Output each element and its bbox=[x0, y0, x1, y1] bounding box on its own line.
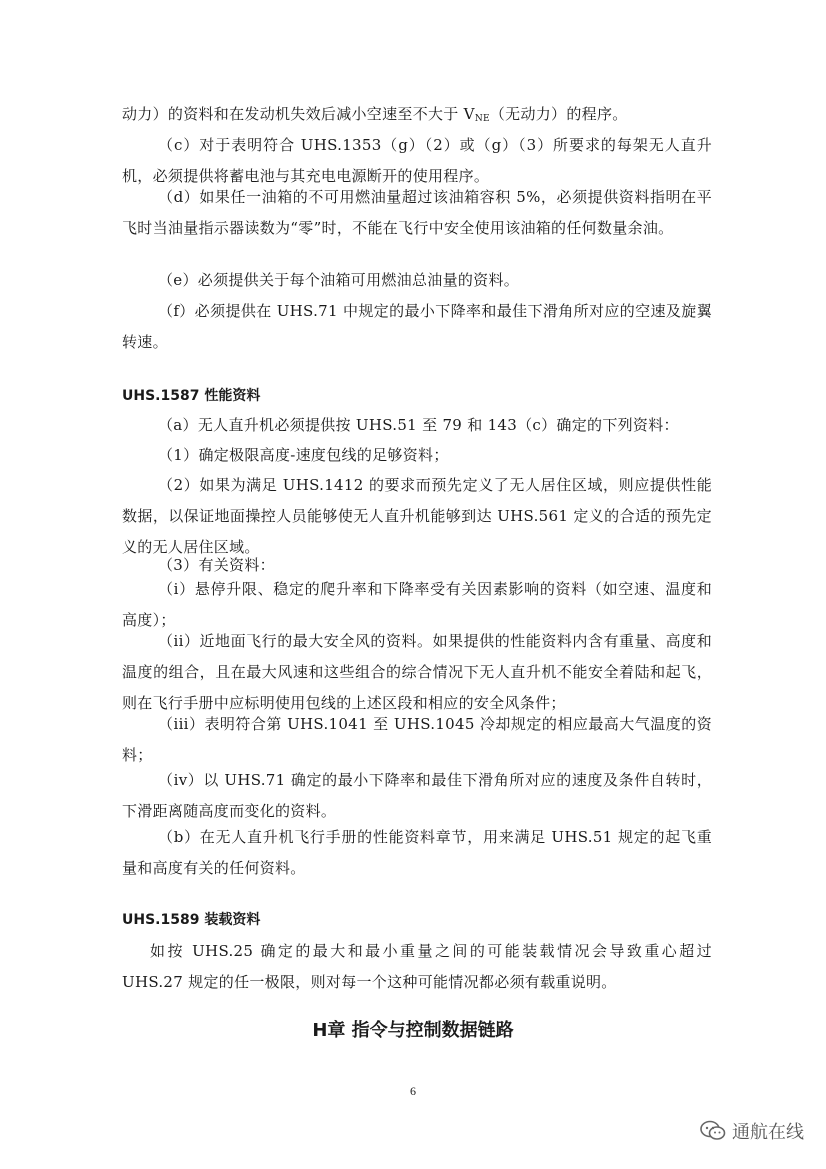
paragraph-1587-2: （2）如果为满足 UHS.1412 的要求而预先定义了无人居住区域，则应提供性能数据，以保证地面操控人员能够使无人直升机能够到达 UHS.561 定义的合适的预先定义的无人居住区域。 bbox=[122, 476, 712, 556]
paragraph-f: （f）必须提供在 UHS.71 中规定的最小下降率和最佳下滑角所对应的空速及旋翼转速。 bbox=[122, 302, 712, 351]
paragraph-1587-ii: （ii）近地面飞行的最大安全风的资料。如果提供的性能资料内含有重量、高度和温度的组合，且在最大风速和这些组合的综合情况下无人直升机不能安全着陆和起飞，则在飞行手册中应标明使用包线的上述区段和相应的安全风条件； bbox=[122, 632, 712, 712]
paragraph-1587-1: （1）确定极限高度-速度包线的足够资料； bbox=[158, 446, 449, 464]
paragraph-c: （c）对于表明符合 UHS.1353（g）（2）或（g）（3）所要求的每架无人直升机，必须提供将蓄电池与其充电电源断开的使用程序。 bbox=[122, 136, 712, 185]
paragraph-1587-a: （a）无人直升机必须提供按 UHS.51 至 79 和 143（c）确定的下列资料： bbox=[158, 416, 679, 434]
paragraph-1587-3: （3）有关资料： bbox=[158, 556, 275, 574]
paragraph-d: （d）如果任一油箱的不可用燃油量超过该油箱容积 5%，必须提供资料指明在平飞时当油量指示器读数为“零”时，不能在飞行中安全使用该油箱的任何数量余油。 bbox=[122, 188, 712, 237]
paragraph-1587-b: （b）在无人直升机飞行手册的性能资料章节，用来满足 UHS.51 规定的起飞重量和高度有关的任何资料。 bbox=[122, 828, 712, 877]
wechat-icon bbox=[700, 1120, 726, 1142]
chapter-title: H章 指令与控制数据链路 bbox=[312, 1020, 514, 1041]
page-number: 6 bbox=[410, 1084, 416, 1098]
paragraph-intro-0: 动力）的资料和在发动机失效后减小空速至不大于 $V_{NE}$（无动力）的程序。 bbox=[122, 105, 628, 124]
paragraph-e: （e）必须提供关于每个油箱可用燃油总油量的资料。 bbox=[158, 271, 520, 289]
watermark-text: 通航在线 bbox=[732, 1122, 804, 1143]
watermark bbox=[700, 1118, 804, 1144]
paragraph-1587-iv: （iv）以 UHS.71 确定的最小下降率和最佳下滑角所对应的速度及条件自转时，下滑距离随高度而变化的资料。 bbox=[122, 771, 712, 820]
section-heading-1587: UHS.1587 性能资料 bbox=[122, 388, 261, 404]
paragraph-1589: 如按 UHS.25 确定的最大和最小重量之间的可能装载情况会导致重心超过 UHS.27 规定的任一极限，则对每一个这种可能情况都必须有载重说明。 bbox=[122, 942, 712, 991]
paragraph-1587-i: （i）悬停升限、稳定的爬升率和下降率受有关因素影响的资料（如空速、温度和高度）； bbox=[122, 580, 712, 629]
paragraph-1587-iii: （iii）表明符合第 UHS.1041 至 UHS.1045 冷却规定的相应最高大气温度的资料； bbox=[122, 715, 712, 764]
section-heading-1589: UHS.1589 装载资料 bbox=[122, 912, 261, 928]
